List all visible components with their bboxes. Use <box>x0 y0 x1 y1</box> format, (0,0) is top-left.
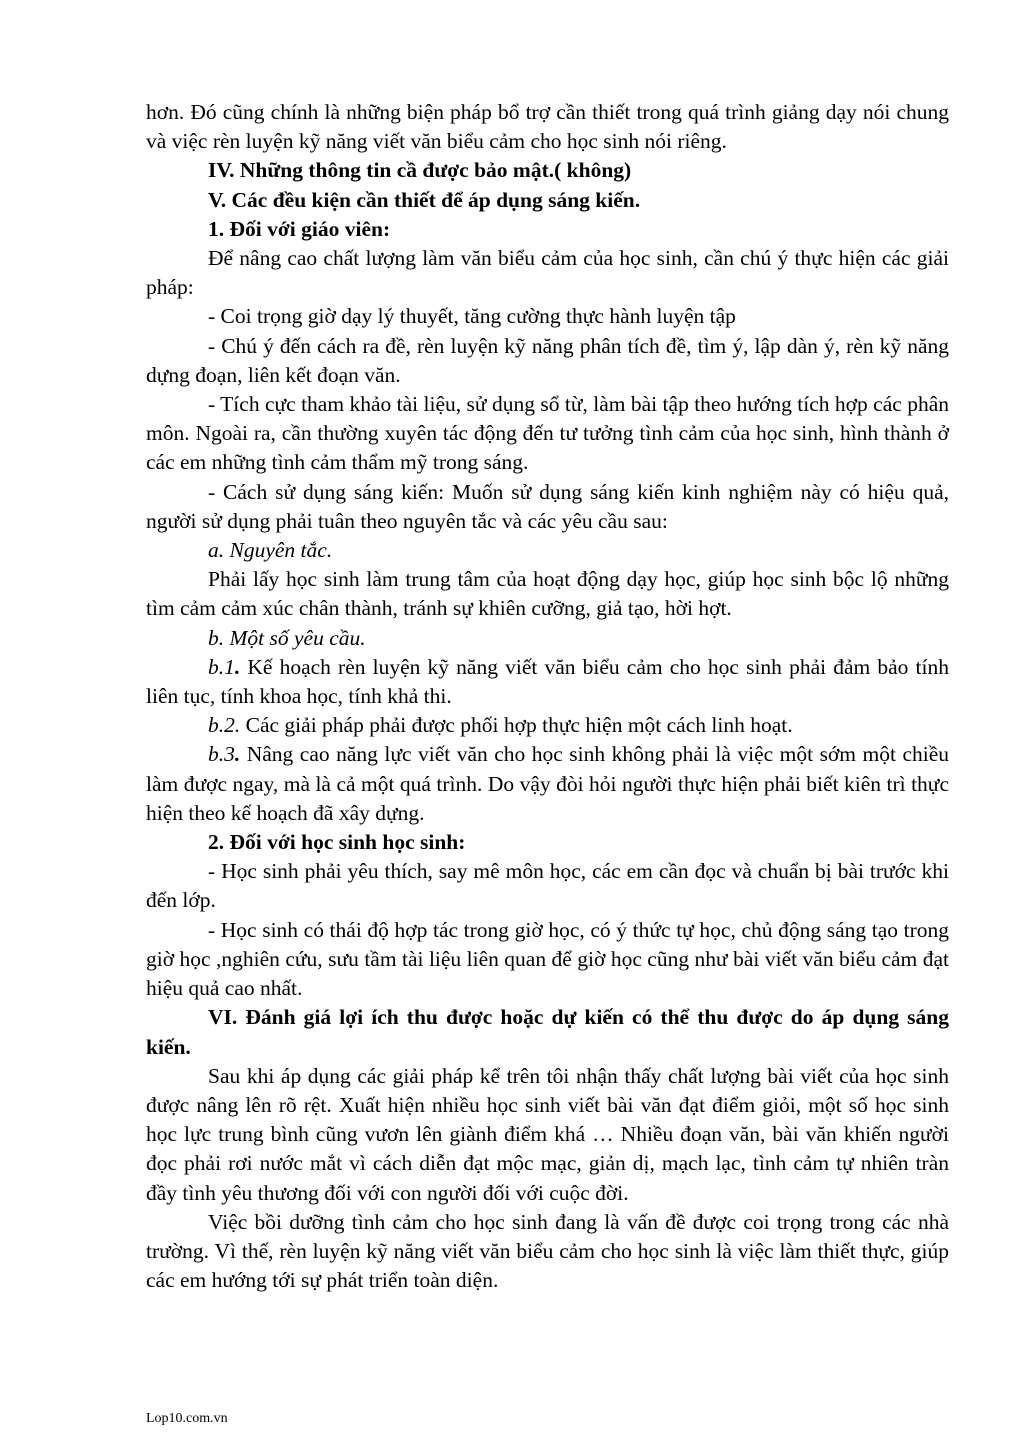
requirement-b3-dot: . <box>234 742 241 767</box>
requirement-b3-text: Nâng cao năng lực viết văn cho học sinh không phải là việc một sớm một chiều làm được ngay, mà là cả một quá trình. Do vậy đòi hỏi người thực hiện phải biết kiên trì thực hiện theo kế hoạch đã xây dựng. <box>146 742 949 825</box>
heading-section-iv: IV. Những thông tin cầ được bảo mật.( không) <box>208 158 632 183</box>
requirement-b2-text: Các giải pháp phải được phối hợp thực hiện một cách linh hoạt. <box>240 713 793 738</box>
requirement-b2 <box>146 711 949 740</box>
list-item: - Coi trọng giờ dạy lý thuyết, tăng cường thực hành luyện tập <box>208 304 736 329</box>
paragraph-teacher-intro: Để nâng cao chất lượng làm văn biểu cảm của học sinh, cần chú ý thực hiện các giải pháp: <box>146 246 949 300</box>
paragraph-continuation: hơn. Đó cũng chính là những biện pháp bổ trợ cần thiết trong quá trình giảng dạy nói chung và việc rèn luyện kỹ năng viết văn biểu cảm cho học sinh nói riêng. <box>146 100 949 154</box>
requirement-b1-label: b.1 <box>208 654 235 679</box>
document-page <box>146 98 949 1295</box>
requirement-b2-label: b.2. <box>208 713 241 738</box>
list-item: - Cách sử dụng sáng kiến: Muốn sử dụng sáng kiến kinh nghiệm này có hiệu quả, người sử dụng phải tuân theo nguyên tắc và các yêu cầu sau: <box>146 479 949 533</box>
heading-teachers: 1. Đối với giáo viên: <box>208 216 391 241</box>
list-item: - Chú ý đến cách ra đề, rèn luyện kỹ năng phân tích đề, tìm ý, lập dàn ý, rèn kỹ năng dựng đoạn, liên kết đoạn văn. <box>146 333 949 387</box>
footer-source: Lop10.com.vn <box>146 1411 228 1426</box>
heading-section-vi: VI. Đánh giá lợi ích thu được hoặc dự kiến có thể thu được do áp dụng sáng kiến. <box>146 1005 949 1059</box>
paragraph-conclusion: Việc bồi dưỡng tình cảm cho học sinh đang là vấn đề được coi trọng trong các nhà trường. Vì thế, rèn luyện kỹ năng viết văn biểu cảm cho học sinh là việc làm thiết thực, giúp các em hướng tới sự phát triển toàn diện. <box>146 1209 949 1293</box>
requirement-b1 <box>146 653 949 711</box>
list-item: - Tích cực tham khảo tài liệu, sử dụng sổ từ, làm bài tập theo hướng tích hợp các phân môn. Ngoài ra, cần thường xuyên tác động đến tư tưởng tình cảm của học sinh, hình thành ở các em những tình cảm thẩm mỹ trong sáng. <box>146 392 949 475</box>
requirement-b3-label: b.3 <box>208 742 235 767</box>
heading-section-v: V. Các đều kiện cần thiết để áp dụng sáng kiến. <box>208 187 641 212</box>
paragraph-principle: Phải lấy học sinh làm trung tâm của hoạt động dạy học, giúp học sinh bộc lộ những tìm cảm cảm xúc chân thành, tránh sự khiên cưỡng, giả tạo, hời hợt. <box>146 567 949 621</box>
requirement-b1-text: Kế hoạch rèn luyện kỹ năng viết văn biểu cảm cho học sinh phải đảm bảo tính liên tục, tính khoa học, tính khả thi. <box>146 654 949 709</box>
subheading-principle: a. Nguyên tắc. <box>208 538 333 563</box>
list-item: - Học sinh có thái độ hợp tác trong giờ học, có ý thức tự học, chủ động sáng tạo trong giờ học ,nghiên cứu, sưu tầm tài liệu liên quan để giờ học cũng như bài viết văn biểu cảm đạt hiệu quả cao nhất. <box>146 917 949 1001</box>
heading-students: 2. Đối với học sinh học sinh: <box>208 830 466 855</box>
list-item: - Học sinh phải yêu thích, say mê môn học, các em cần đọc và chuẩn bị bài trước khi đến lớp. <box>146 859 949 913</box>
requirement-b1-dot: . <box>234 654 241 679</box>
requirement-b3 <box>146 740 949 828</box>
paragraph-results: Sau khi áp dụng các giải pháp kể trên tôi nhận thấy chất lượng bài viết của học sinh được nâng lên rõ rệt. Xuất hiện nhiều học sinh viết bài văn đạt điểm giỏi, một số học sinh học lực trung bình cũng vươn lên giành điểm khá … Nhiều đoạn văn, bài văn khiến người đọc phải rơi nước mắt vì cách diễn đạt mộc mạc, giản dị, mạch lạc, tình cảm tự nhiên tràn đầy tình yêu thương đối với con người đối với cuộc đời. <box>146 1063 949 1205</box>
subheading-requirements: b. Một số yêu cầu. <box>208 625 366 650</box>
